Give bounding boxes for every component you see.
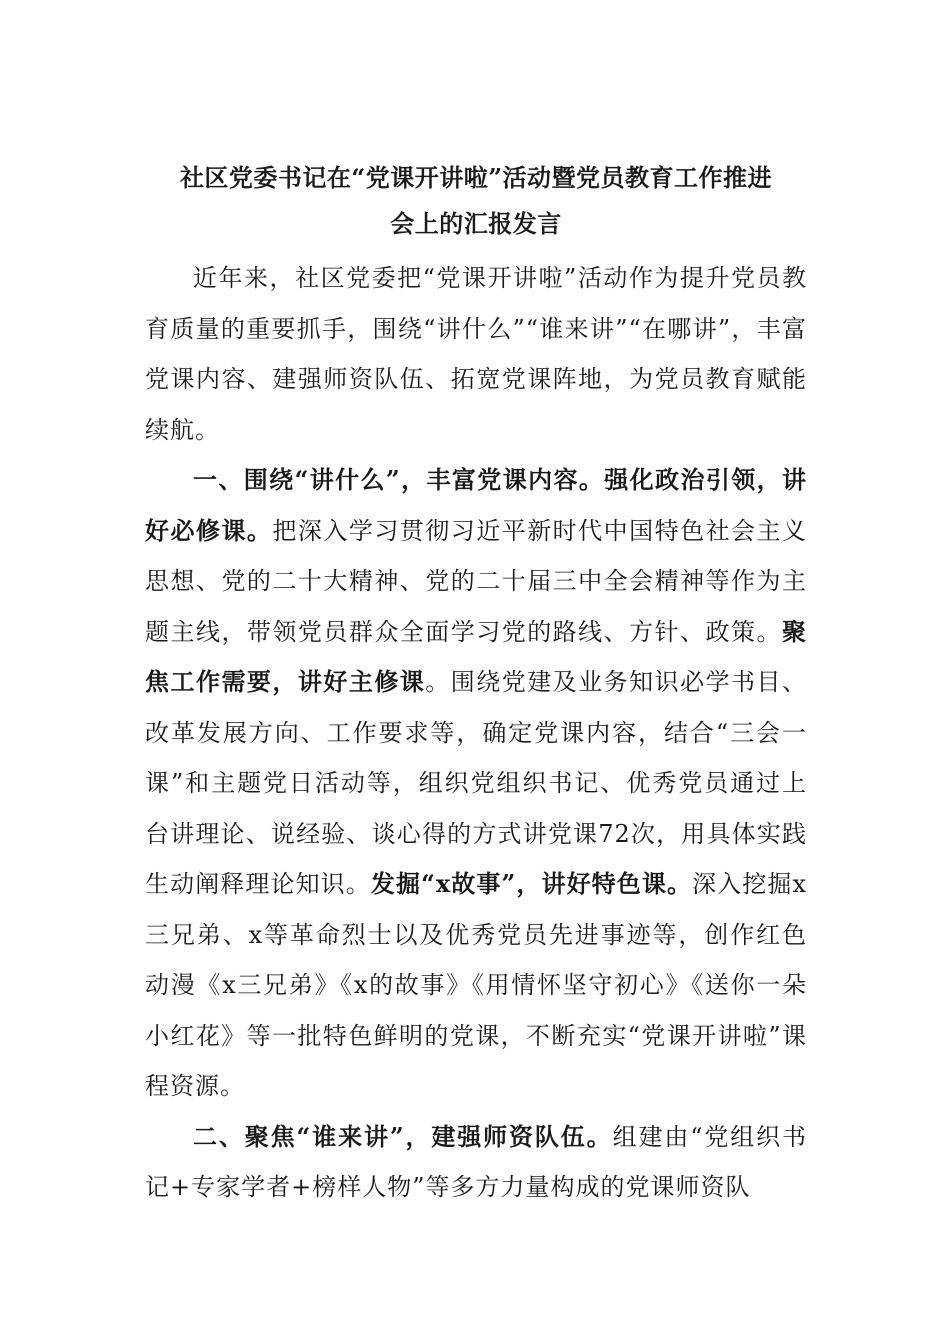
- section-1-text-2: 。围绕党建及业务知识必学书目、改革发展方向、工作要求等，确定党课内容，结合“三会一课”和主题党日活动等，组织党组织书记、优秀党员通过上台讲理论、说经验、谈心得的方式讲党课72次，用具体实践生动阐释理论知识。: [145, 668, 808, 898]
- title-line-2: 会上的汇报发言: [390, 209, 562, 238]
- section-1-lead-1: 强化政治引领，讲好必修课。: [145, 465, 808, 545]
- section-2-text-1: 组建由“党组织书记+专家学者+榜样人物”等多方力量构成的党课师资队: [145, 1122, 807, 1201]
- title-line-1: 社区党委书记在“党课开讲啦”活动暨党员教育工作推进: [179, 163, 773, 192]
- section-1-lead-3: 发掘“x故事”，讲好特色课。: [370, 869, 693, 898]
- section-1-text-3: 深入挖掘x三兄弟、x等革命烈士以及优秀党员先进事迹等，创作红色动漫《x三兄弟》《x的故事》《用情怀坚守初心》《送你一朵小红花》等一批特色鲜明的党课，不断充实“党课开讲啦”课程资源。: [145, 870, 808, 1100]
- section-2-heading: 二、聚焦“谁来讲”，建强师资队伍。: [193, 1121, 613, 1151]
- section-1-paragraph: [145, 455, 807, 1112]
- section-1-heading: 一、围绕“讲什么”，丰富党课内容。: [193, 465, 605, 494]
- section-1-text-1: 把深入学习贯彻习近平新时代中国特色社会主义思想、党的二十大精神、党的二十届三中全会精神等作为主题主线，带领党员群众全面学习党的路线、方针、政策。: [145, 516, 808, 646]
- section-1-lead-2: 聚焦工作需要，讲好主修课: [145, 616, 807, 696]
- section-2-paragraph: [145, 1112, 807, 1213]
- document-title: [145, 155, 807, 247]
- document-page: [145, 155, 807, 1213]
- intro-paragraph: 近年来，社区党委把“党课开讲啦”活动作为提升党员教育质量的重要抓手，围绕“讲什么”“谁来讲”“在哪讲”，丰富党课内容、建强师资队伍、拓宽党课阵地，为党员教育赋能续航。: [145, 264, 807, 444]
